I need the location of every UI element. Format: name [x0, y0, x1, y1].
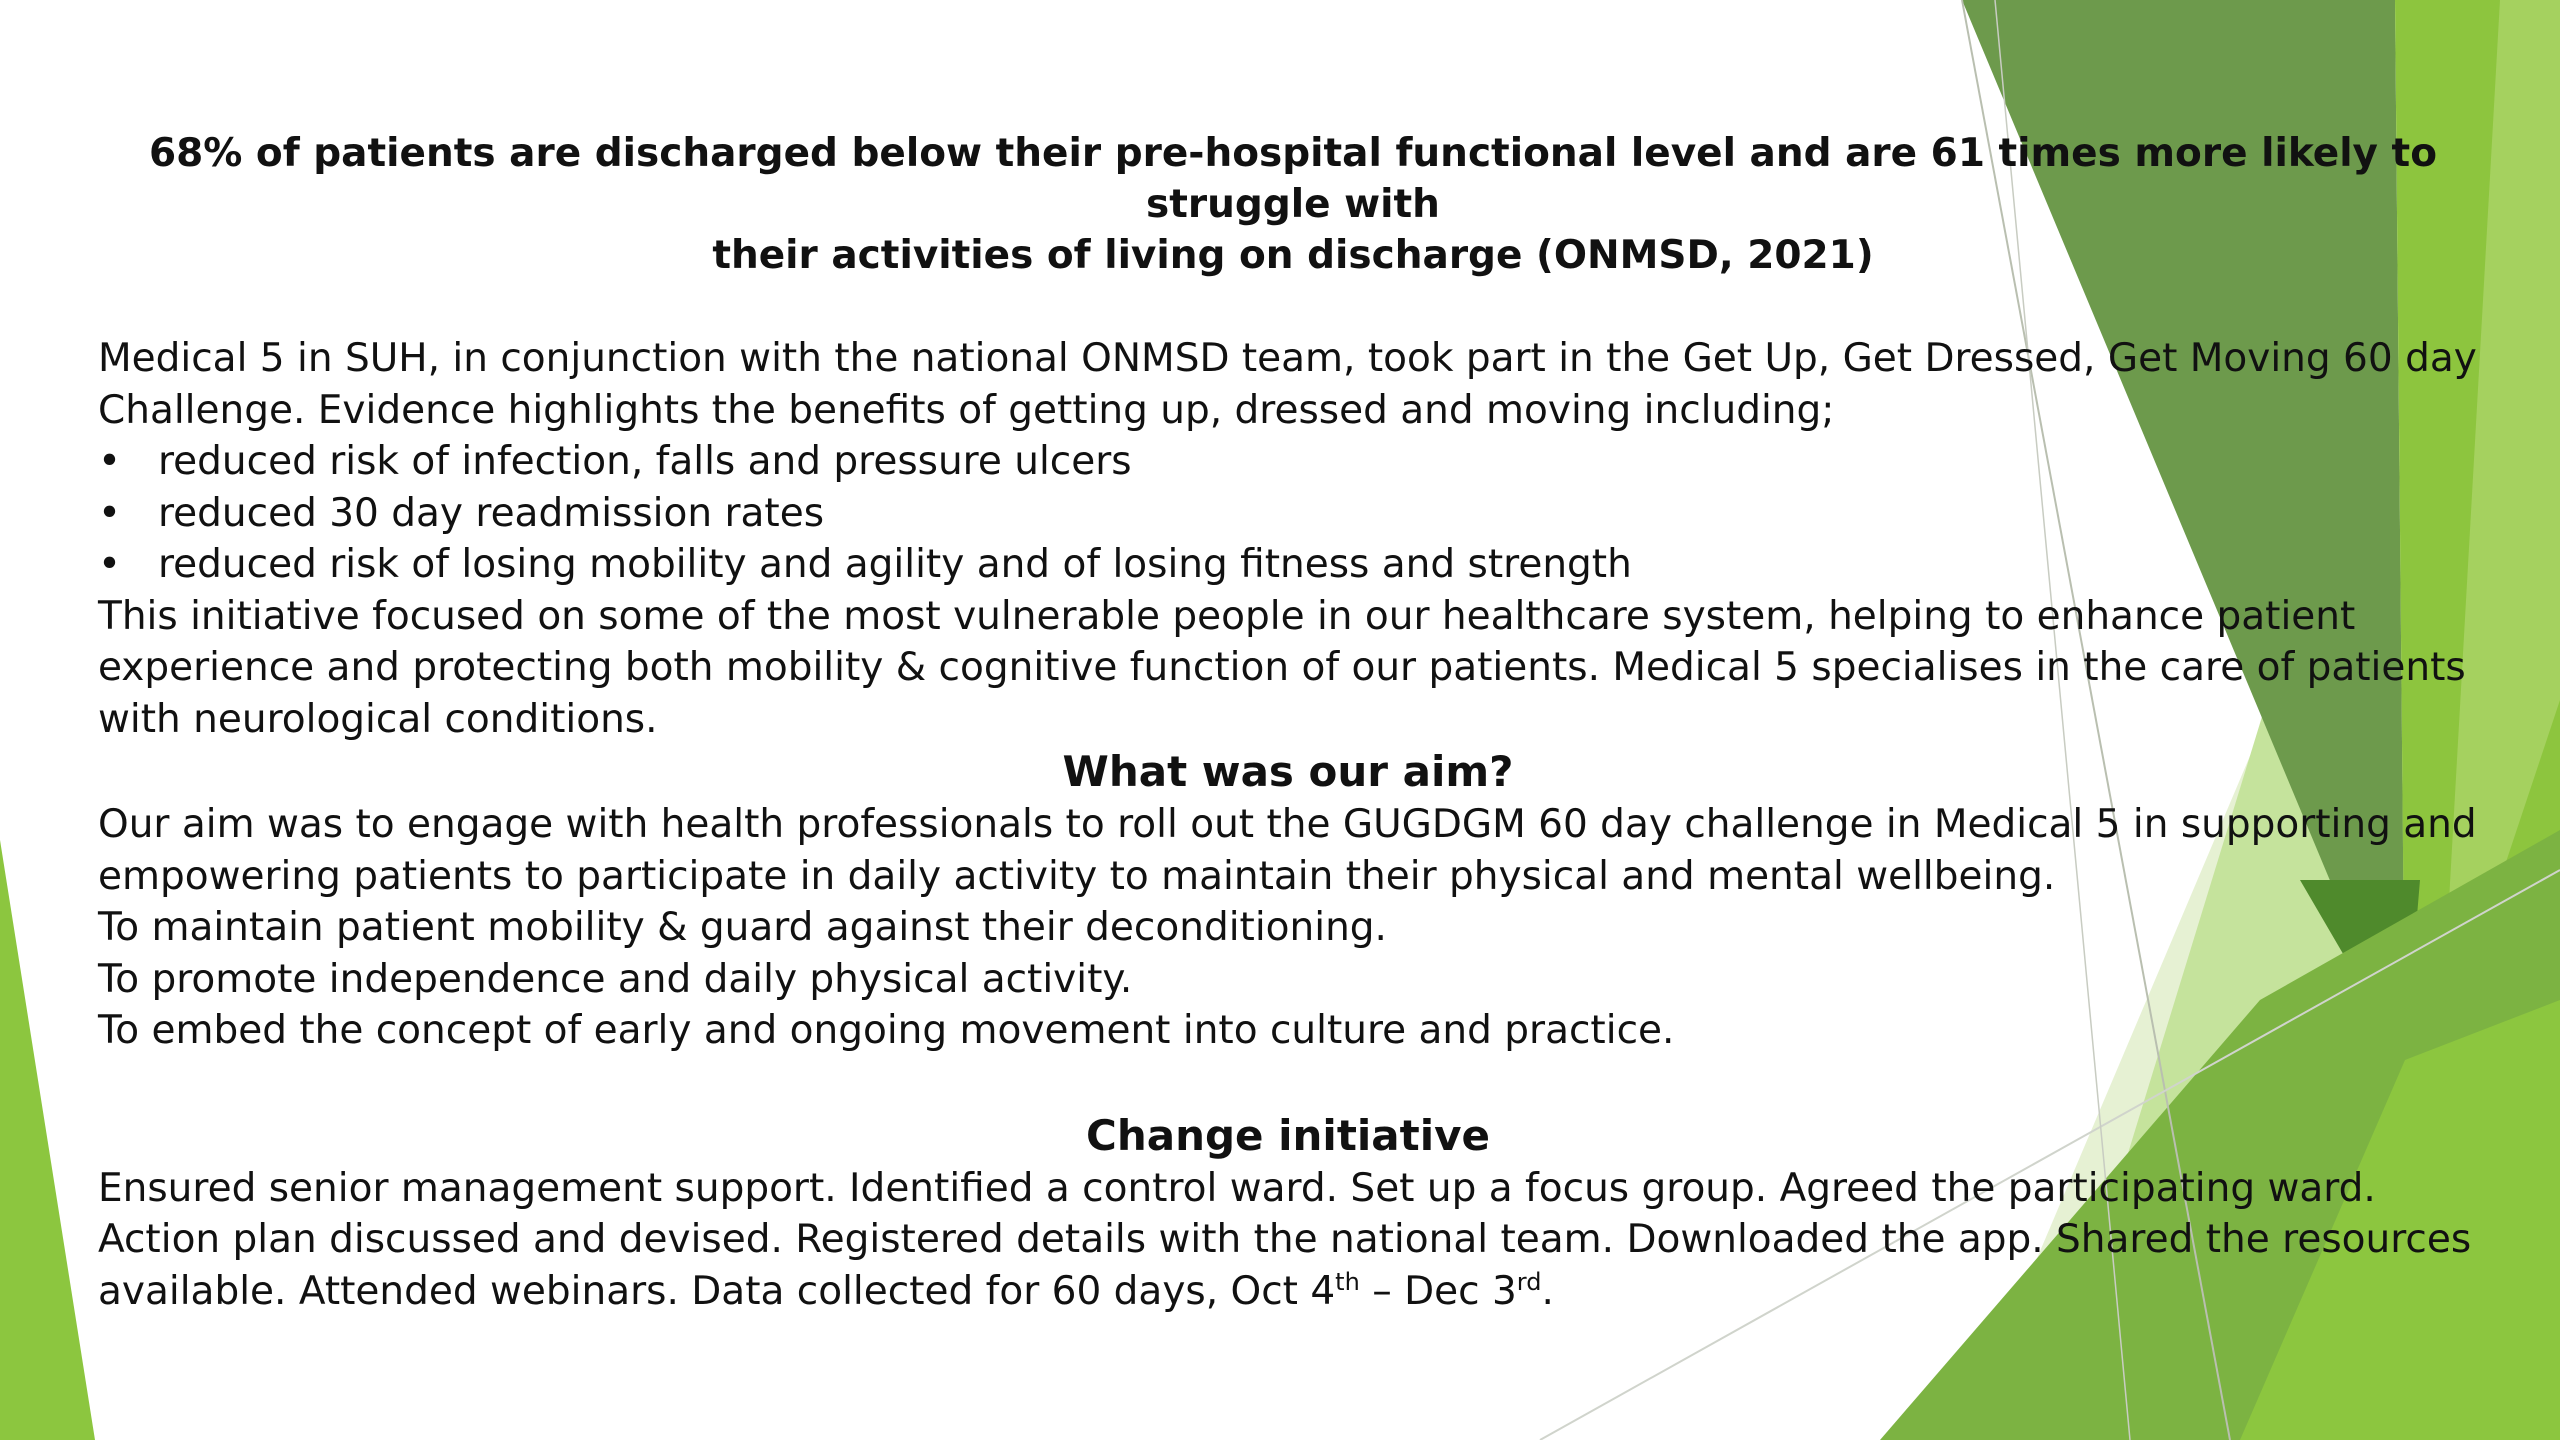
initiative-paragraph — [98, 591, 2478, 746]
aim-line-3: To maintain patient mobility & guard against their deconditioning. — [98, 905, 1387, 950]
change-line-3-text: . — [1541, 1268, 1554, 1314]
bullet-text: reduced risk of infection, falls and pressure ulcers — [158, 439, 1132, 484]
aim-paragraph — [98, 799, 2478, 1057]
slide-content — [98, 128, 2478, 1317]
initiative-line-3: with neurological conditions. — [98, 696, 658, 742]
aim-line-4: To promote independence and daily physical activity. — [98, 956, 1133, 1002]
change-paragraph — [98, 1163, 2478, 1318]
change-line-3 — [98, 1266, 2478, 1318]
list-item — [98, 539, 2478, 591]
initiative-line-1: This initiative focused on some of the most vulnerable people in our healthcare system, helping to enhance patient — [98, 593, 2356, 639]
left-green-sliver — [0, 840, 95, 1440]
benefits-list — [98, 436, 2478, 591]
bullet-text: reduced 30 day readmission rates — [158, 490, 825, 536]
aim-line-1: Our aim was to engage with health professionals to roll out the GUGDGM 60 day challenge in Medical 5 in supporting and — [98, 802, 2477, 847]
intro-line-2: Challenge. Evidence highlights the benefits of getting up, dressed and moving including; — [98, 387, 1835, 433]
change-heading: Change initiative — [1086, 1110, 1490, 1160]
headline-line-2: their activities of living on discharge (ONMSD, 2021) — [712, 233, 1874, 278]
aim-heading: What was our aim? — [1062, 747, 1514, 796]
ordinal-suffix: rd — [1516, 1267, 1542, 1296]
list-item — [98, 436, 2478, 488]
headline-line-1: 68% of patients are discharged below their pre-hospital functional level and are 61 times more likely to struggle with — [148, 131, 2437, 227]
bullet-text: reduced risk of losing mobility and agility and of losing fitness and strength — [158, 542, 1632, 587]
aim-line-5: To embed the concept of early and ongoing movement into culture and practice. — [98, 1008, 1675, 1053]
headline — [98, 128, 2478, 281]
list-item — [98, 488, 2478, 540]
initiative-line-2: experience and protecting both mobility & cognitive function of our patients. Medical 5 specialises in the care of patients — [98, 645, 2466, 690]
bullet-icon: • — [98, 439, 122, 484]
change-line-3-text: available. Attended webinars. Data collected for 60 days, Oct 4 — [98, 1268, 1336, 1314]
change-line-3-text: – Dec 3 — [1359, 1268, 1517, 1314]
aim-line-2: empowering patients to participate in daily activity to maintain their physical and mental wellbeing. — [98, 853, 2056, 899]
bullet-icon: • — [98, 542, 122, 587]
change-line-1: Ensured senior management support. Identified a control ward. Set up a focus group. Agreed the participating ward. — [98, 1165, 2376, 1211]
change-line-2: Action plan discussed and devised. Registered details with the national team. Downloaded the app. Shared the resources — [98, 1217, 2472, 1262]
intro-paragraph — [98, 333, 2478, 436]
intro-line-1: Medical 5 in SUH, in conjunction with the national ONMSD team, took part in the Get Up, Get Dressed, Get Moving 60 day — [98, 336, 2477, 381]
bullet-icon: • — [98, 490, 122, 536]
ordinal-suffix: th — [1335, 1267, 1360, 1296]
